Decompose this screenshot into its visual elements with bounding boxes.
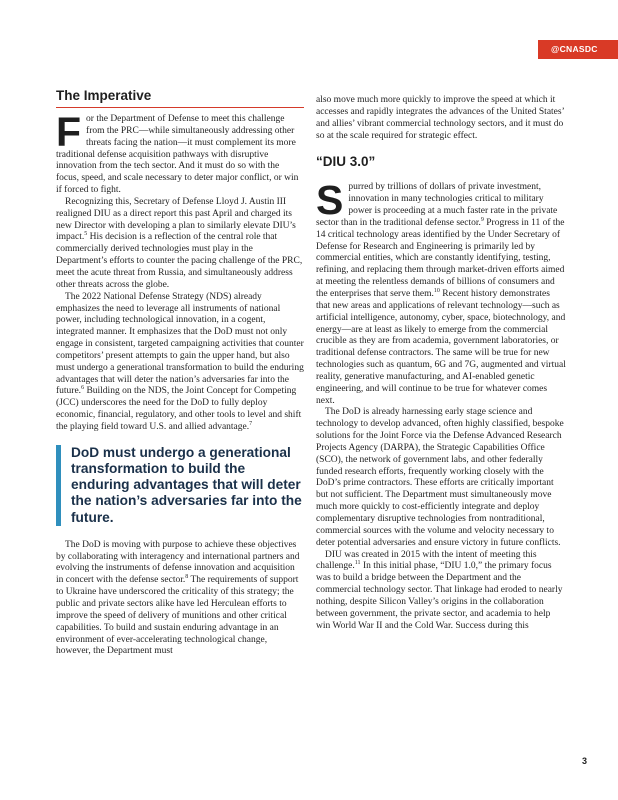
footnote-ref: 10 (433, 287, 440, 294)
paragraph: DIU was created in 2015 with the intent of meeting this challenge.$^{11}$ In this initial phase, “DIU 1.0,” the primary focus was to build a bridge between the Department and the commercial technology sector. That linkage had eroded to nearly nothing, despite Silicon Valley’s origins in the collaboration between government, the private sector, and academia to help win World War II and the Cold War. Success during this (316, 549, 563, 631)
pull-quote: DoD must undergo a generational transformation to build the enduring advantages that will deter the nation’s adversaries far into the future. (56, 445, 304, 526)
page-number: 3 (582, 756, 588, 766)
right-column (316, 95, 566, 632)
paragraph: Recognizing this, Secretary of Defense Lloyd J. Austin III realigned DIU as a direct report this past April and charged its new Director with developing a plan to similarly elevate DIU’s impact.$^5$ His decision is a reflection of the central role that commercially derived technologies must play in the Department’s efforts to counter the pacing challenge of the PRC, meet the acute threat from Russia, and simultaneously address other threats across the globe. (56, 196, 303, 290)
drop-cap: S (316, 177, 344, 224)
drop-cap: F (56, 109, 82, 155)
footnote-ref: 6 (81, 385, 85, 392)
footnote-ref: 7 (249, 420, 253, 427)
section-heading-diu-3: “DIU 3.0” (316, 154, 376, 170)
paragraph: The DoD is already harnessing early stage science and technology to develop advanced, often highly classified, bespoke solutions for the Joint Force via the Defense Advanced Research Projects Agency (DARPA), the Strategic Capabilities Office (SCO), the network of government labs, and other federally funded research efforts, frequently working closely with the DoD’s prime contractors. These efforts are critically important but not sufficient. The Department must simultaneously move much more quickly to cost-efficiently integrate and deploy complementary disruptive technologies from nontraditional, commercial sources with the volume and velocity necessary to deter potential adversaries and ensure victory in future conflicts. (316, 407, 564, 548)
footnote-ref: 9 (480, 216, 484, 223)
footnote-ref: 5 (84, 231, 88, 238)
paragraph: The 2022 National Defense Strategy (NDS) already emphasizes the need to leverage all instruments of national power, including technological innovation, in a cogent, integrated manner. It emphasizes that the DoD must not only engage in consistent, targeted campaigning activities that counter competitors’ present attempts to gain the upper hand, but also must undergo a generational transformation to build the enduring advantages that will deter the nation’s adversaries far into the future.$^6$ Building on the NDS, the Joint Concept for Competing (JCC) underscores the need for the DoD to fully deploy economic, financial, regulatory, and other tools to level and shift the playing field toward U.S. and allied advantage.$^7$ (56, 291, 304, 432)
section-heading-imperative: The Imperative (56, 88, 304, 108)
paragraph: also move much more quickly to improve the speed at which it accesses and rapidly integrates the advances of the United States’ and allies’ vibrant commercial technology sectors, and it must do so at the scale required for strategic effect. (316, 95, 565, 141)
paragraph: Spurred by trillions of dollars of private investment, innovation in many technologies critical to military power is proceeding at a much faster rate in the private sector than in the traditional defense sector.$^9$ Progress in 11 of the 14 critical technology areas identified by the Under Secretary of Defense for Research and Engineering is primarily led by commercial entities, which are constantly identifying, testing, refining, and replacing them through market-driven efforts aimed at meeting the relentless demands of billions of consumers and the enterprises that serve them.$^{10}$ Recent history demonstrates that new areas and applications of relevant technology—such as artificial intelligence, autonomy, cyber, space, biotechnology, and energy—are at least as likely to emerge from the commercial crucible as they are from academia, government laboratories, or traditional defense contractors. The same will be true for new technologies such as quantum, 6G and 7G, augmented and virtual reality, generative manufacturing, and AI-enabled genetic engineering, and will continue to be true for whatever comes next. (316, 177, 566, 406)
left-column (56, 88, 304, 658)
paragraph: The DoD is moving with purpose to achieve these objectives by collaborating with interagency and international partners and evolving the instruments of defense innovation and acquisition in concert with the defense sector.$^8$ The requirements of support to Ukraine have underscored the criticality of this strategy; the public and private sectors alike have led Herculean efforts to improve the speed of delivery of munitions and other critical capabilities. To build and sustain enduring advantage in an environment of ever-accelerating technological change, however, the Department must (56, 539, 300, 657)
cnasdc-handle-badge: @CNASDC (538, 40, 618, 59)
paragraph: For the Department of Defense to meet this challenge from the PRC—while simultaneously addressing other threats facing the nation—it must complement its more traditional defense acquisition pathways with disruptive innovation from the tech sector. And it must do so with the focus, speed, and scale necessary to deter major conflict, or win if forced to fight. (56, 109, 299, 196)
footnote-ref: 8 (185, 574, 189, 581)
footnote-ref: 11 (354, 560, 361, 567)
